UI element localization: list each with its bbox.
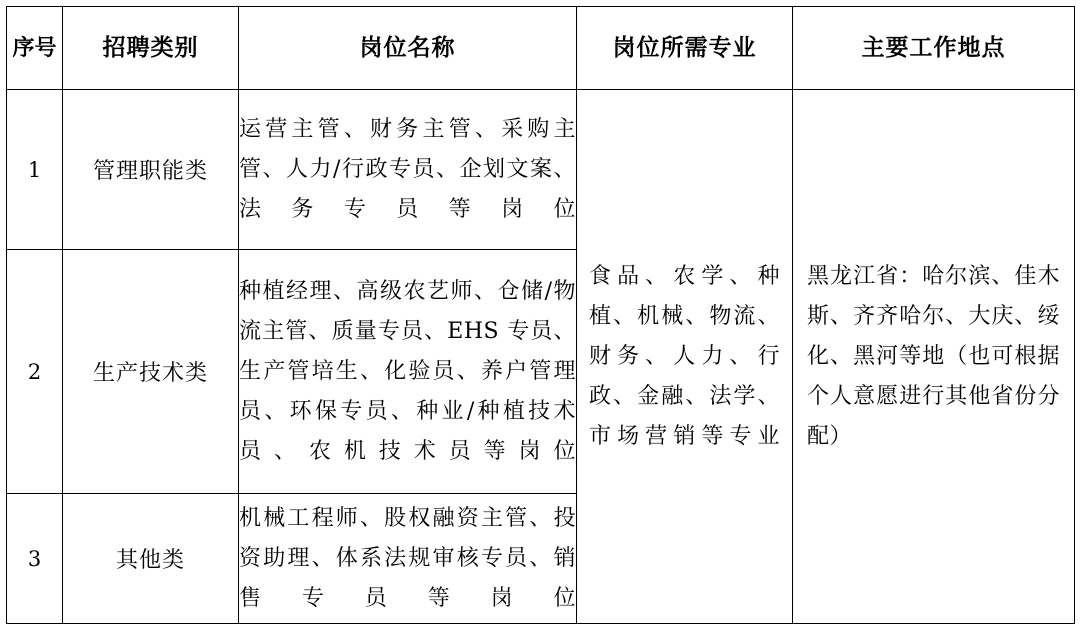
column-header-category: 招聘类别: [63, 7, 239, 90]
cell-category: 生产技术类: [63, 250, 239, 494]
column-header-seq: 序号: [7, 7, 63, 90]
cell-category: 其他类: [63, 494, 239, 624]
cell-seq: 3: [7, 494, 63, 624]
recruitment-table: [6, 6, 1075, 624]
table-row: [7, 90, 1075, 250]
column-header-position: 岗位名称: [239, 7, 577, 90]
cell-category: 管理职能类: [63, 90, 239, 250]
table-header-row: [7, 7, 1075, 90]
column-header-major: 岗位所需专业: [577, 7, 793, 90]
cell-positions: 机械工程师、股权融资主管、投资助理、体系法规审核专员、销售专员等岗位: [239, 494, 577, 624]
column-header-location: 主要工作地点: [793, 7, 1075, 90]
cell-location: 黑龙江省：哈尔滨、佳木斯、齐齐哈尔、大庆、绥化、黑河等地（也可根据个人意愿进行其他省份分配）: [793, 90, 1075, 624]
cell-seq: 1: [7, 90, 63, 250]
cell-positions: 运营主管、财务主管、采购主管、人力/行政专员、企划文案、法务专员等岗位: [239, 90, 577, 250]
cell-seq: 2: [7, 250, 63, 494]
cell-positions: 种植经理、高级农艺师、仓储/物流主管、质量专员、EHS 专员、生产管培生、化验员、养户管理员、环保专员、种业/种植技术员、农机技术员等岗位: [239, 250, 577, 494]
cell-majors: 食品、农学、种植、机械、物流、财务、人力、行政、金融、法学、市场营销等专业: [577, 90, 793, 624]
